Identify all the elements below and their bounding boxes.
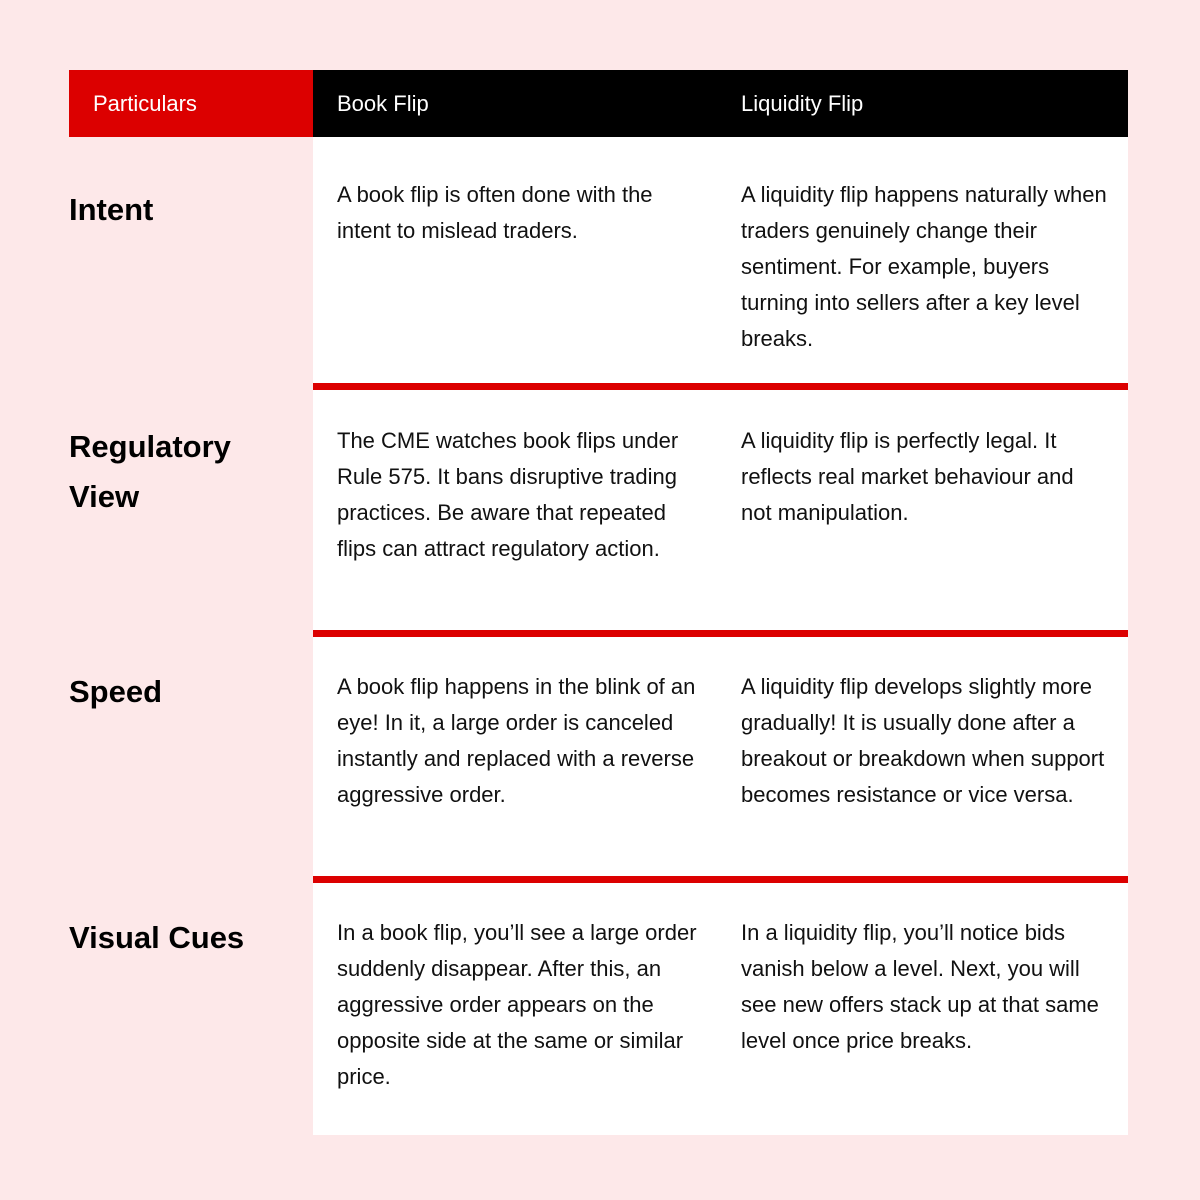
row-label: Regulatory View (69, 390, 313, 630)
table-row-intent (69, 137, 1128, 383)
row-divider (313, 383, 1128, 390)
liquidity-flip-cell: A liquidity flip is perfectly legal. It reflects real market behaviour and not manipulation. (717, 390, 1128, 630)
book-flip-cell: In a book flip, you’ll see a large order suddenly disappear. After this, an aggressive order appears on the opposite side at the same or similar price. (313, 883, 717, 1135)
table-row-speed (69, 637, 1128, 876)
table-row-regulatory-view (69, 390, 1128, 630)
table-header (69, 70, 1128, 137)
row-label: Intent (69, 137, 313, 383)
book-flip-cell: The CME watches book flips under Rule 575. It bans disruptive trading practices. Be aware that repeated flips can attract regulatory action. (313, 390, 717, 630)
table-row-visual-cues (69, 883, 1128, 1135)
book-flip-cell: A book flip happens in the blink of an eye! In it, a large order is canceled instantly and replaced with a reverse aggressive order. (313, 637, 717, 876)
row-divider (313, 876, 1128, 883)
row-label: Visual Cues (69, 883, 313, 1135)
row-divider (313, 630, 1128, 637)
header-book-flip: Book Flip (313, 70, 717, 137)
liquidity-flip-cell: A liquidity flip develops slightly more gradually! It is usually done after a breakout or breakdown when support becomes resistance or vice versa. (717, 637, 1128, 876)
header-liquidity-flip: Liquidity Flip (717, 70, 1128, 137)
liquidity-flip-cell: A liquidity flip happens naturally when traders genuinely change their sentiment. For example, buyers turning into sellers after a key level breaks. (717, 137, 1128, 383)
row-label: Speed (69, 637, 313, 876)
comparison-table (69, 70, 1128, 1135)
book-flip-cell: A book flip is often done with the intent to mislead traders. (313, 137, 717, 383)
liquidity-flip-cell: In a liquidity flip, you’ll notice bids vanish below a level. Next, you will see new offers stack up at that same level once price breaks. (717, 883, 1128, 1135)
header-particulars: Particulars (69, 70, 313, 137)
